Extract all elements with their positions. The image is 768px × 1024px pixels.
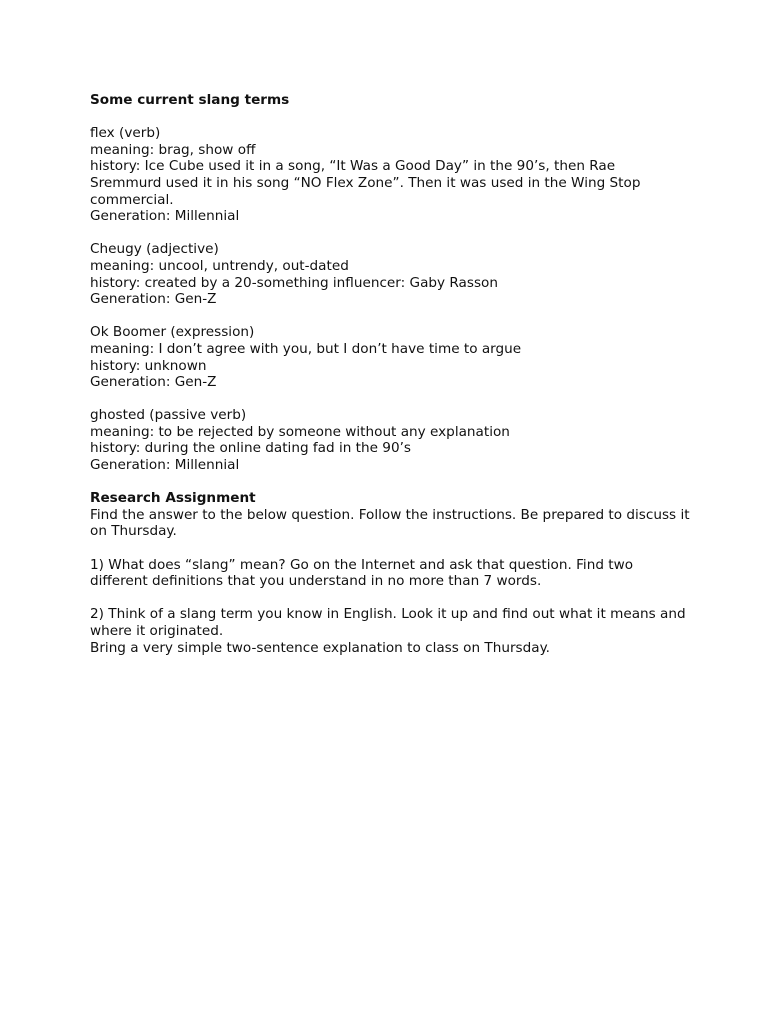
term-meaning: meaning: I don’t agree with you, but I don’t have time to argue bbox=[90, 340, 522, 357]
term-heading: ghosted (passive verb) bbox=[90, 407, 247, 424]
spacer bbox=[90, 225, 690, 242]
spacer bbox=[90, 308, 690, 325]
spacer bbox=[90, 474, 690, 491]
term-meaning: meaning: uncool, untrendy, out-dated bbox=[90, 257, 349, 274]
term-meaning: meaning: brag, show off bbox=[90, 141, 256, 158]
research-assignment bbox=[90, 490, 690, 656]
term-meaning: meaning: to be rejected by someone without any explanation bbox=[90, 423, 510, 440]
assignment-closing: Bring a very simple two-sentence explanation to class on Thursday. bbox=[90, 639, 551, 656]
spacer bbox=[90, 540, 690, 557]
term-generation: Generation: Gen-Z bbox=[90, 374, 217, 391]
document-page bbox=[90, 92, 690, 656]
term-generation: Generation: Gen-Z bbox=[90, 291, 217, 308]
spacer bbox=[90, 391, 690, 408]
slang-term-cheugy bbox=[90, 241, 690, 307]
term-heading: Ok Boomer (expression) bbox=[90, 324, 255, 341]
term-history: history: unknown bbox=[90, 357, 207, 374]
slang-term-ok-boomer bbox=[90, 324, 690, 390]
document-title: Some current slang terms bbox=[90, 92, 290, 108]
term-heading: Cheugy (adjective) bbox=[90, 241, 219, 258]
spacer bbox=[90, 109, 690, 126]
term-history: history: during the online dating fad in the 90’s bbox=[90, 440, 411, 457]
term-history: history: Ice Cube used it in a song, “It Was a Good Day” in the 90’s, then Rae Sremmurd used it in his song “NO Flex Zone”. Then it was used in the Wing Stop commercial. bbox=[90, 158, 641, 208]
term-generation: Generation: Millennial bbox=[90, 457, 240, 474]
term-history: history: created by a 20-something influencer: Gaby Rasson bbox=[90, 274, 498, 291]
term-generation: Generation: Millennial bbox=[90, 208, 240, 225]
assignment-question-1: 1) What does “slang” mean? Go on the Internet and ask that question. Find two different definitions that you understand in no more than 7 words. bbox=[90, 556, 634, 590]
assignment-intro: Find the answer to the below question. Follow the instructions. Be prepared to discuss it on Thursday. bbox=[90, 506, 690, 540]
slang-term-flex bbox=[90, 125, 690, 225]
term-heading: flex (verb) bbox=[90, 125, 161, 142]
slang-term-ghosted bbox=[90, 407, 690, 473]
assignment-title: Research Assignment bbox=[90, 490, 256, 507]
spacer bbox=[90, 590, 690, 607]
assignment-question-2: 2) Think of a slang term you know in English. Look it up and find out what it means and where it originated. bbox=[90, 606, 686, 639]
